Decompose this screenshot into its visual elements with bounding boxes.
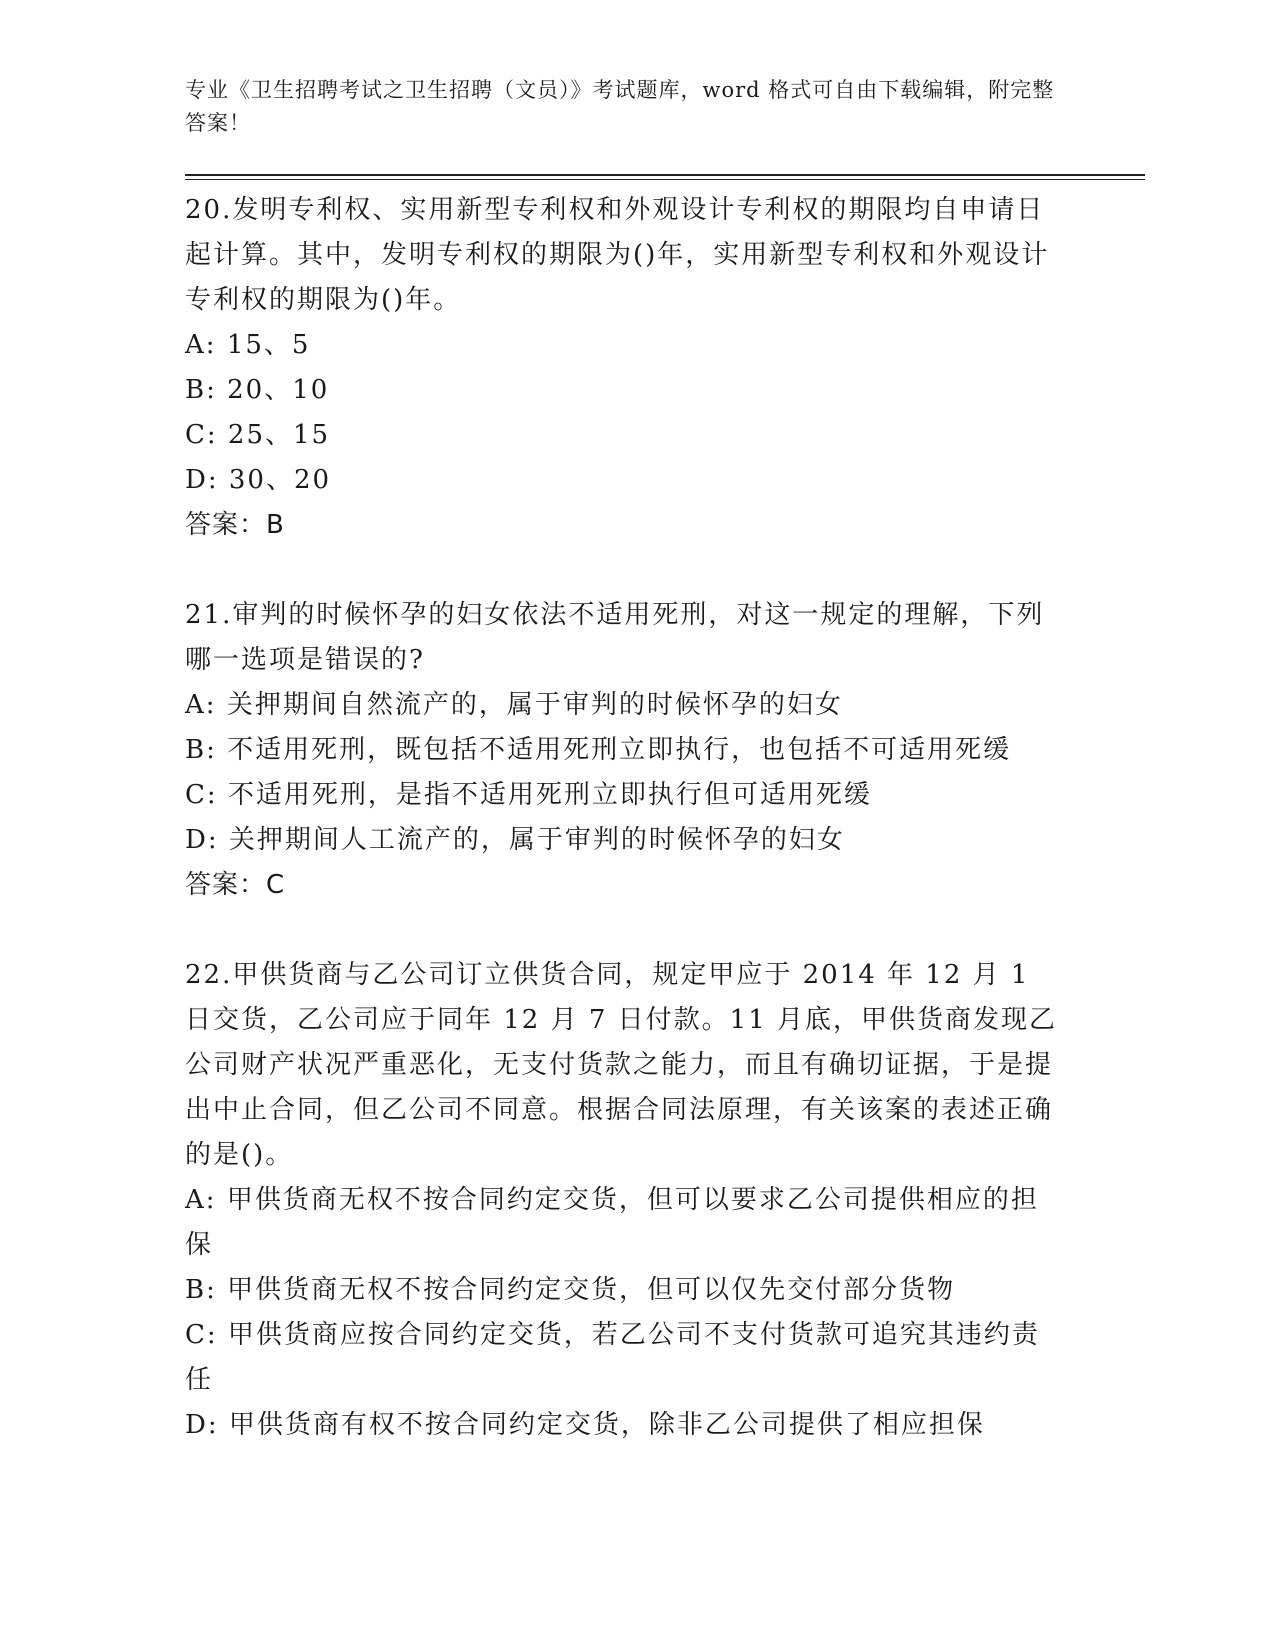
option-key: D: — [185, 825, 219, 855]
question-stem: 21.审判的时候怀孕的妇女依法不适用死刑，对这一规定的理解，下列哪一选项是错误的? — [185, 600, 1045, 675]
option-text: 甲供货商有权不按合同约定交货，除非乙公司提供了相应担保 — [228, 1410, 985, 1440]
answer-line: 答案：B — [185, 510, 285, 540]
option-c — [185, 773, 1065, 818]
question-item — [185, 593, 1065, 908]
option-key: B: — [185, 1275, 217, 1305]
option-key: D: — [185, 465, 219, 495]
answer-line: 答案：C — [185, 870, 286, 900]
option-key: B: — [185, 375, 217, 405]
question-stem: 20.发明专利权、实用新型专利权和外观设计专利权的期限均自申请日起计算。其中，发明专利权的期限为()年，实用新型专利权和外观设计专利权的期限为()年。 — [185, 195, 1050, 315]
option-text: 不适用死刑，是指不适用死刑立即执行但可适用死缓 — [227, 780, 872, 810]
option-key: D: — [185, 1410, 219, 1440]
question-item — [185, 953, 1065, 1448]
option-a — [185, 683, 1065, 728]
option-text: 25、15 — [227, 420, 331, 450]
option-text: 20、10 — [227, 375, 330, 405]
option-key: A: — [185, 690, 217, 720]
header-divider — [185, 174, 1145, 180]
header-intro-text: 专业《卫生招聘考试之卫生招聘（文员）》考试题库，word 格式可自由下载编辑，附完整答案！ — [185, 78, 1055, 135]
option-key: C: — [185, 420, 218, 450]
option-b — [185, 1268, 1065, 1313]
option-a — [185, 323, 1065, 368]
option-key: B: — [185, 735, 217, 765]
option-text: 关押期间人工流产的，属于审判的时候怀孕的妇女 — [228, 825, 845, 855]
option-d — [185, 458, 1065, 503]
option-text: 15、5 — [226, 330, 311, 360]
option-text: 30、20 — [228, 465, 332, 495]
option-key: A: — [185, 330, 217, 360]
option-d — [185, 1403, 1065, 1448]
option-a — [185, 1178, 1065, 1268]
option-c — [185, 1313, 1065, 1403]
option-text: 关押期间自然流产的，属于审判的时候怀孕的妇女 — [226, 690, 843, 720]
option-c — [185, 413, 1065, 458]
option-text: 甲供货商无权不按合同约定交货，但可以要求乙公司提供相应的担保 — [185, 1185, 1039, 1260]
question-item — [185, 188, 1065, 548]
option-b — [185, 368, 1065, 413]
option-text: 甲供货商应按合同约定交货，若乙公司不支付货款可追究其违约责任 — [185, 1320, 1040, 1395]
option-text: 甲供货商无权不按合同约定交货，但可以仅先交付部分货物 — [227, 1275, 956, 1305]
option-text: 不适用死刑，既包括不适用死刑立即执行，也包括不可适用死缓 — [227, 735, 1012, 765]
option-key: C: — [185, 1320, 218, 1350]
question-stem: 22.甲供货商与乙公司订立供货合同，规定甲应于 2014 年 12 月 1 日交货，乙公司应于同年 12 月 7 日付款。11 月底，甲供货商发现乙公司财产状况严重恶化，无支付货款之能力，而且有确切证据，于是提出中止合同，但乙公司不同意。根据合同法原理，有关该案的表述正确的是()。 — [185, 960, 1058, 1170]
document-header — [185, 74, 1065, 140]
option-d — [185, 818, 1065, 863]
option-key: C: — [185, 780, 218, 810]
option-key: A: — [185, 1185, 217, 1215]
question-list — [185, 188, 1065, 1493]
option-b — [185, 728, 1065, 773]
